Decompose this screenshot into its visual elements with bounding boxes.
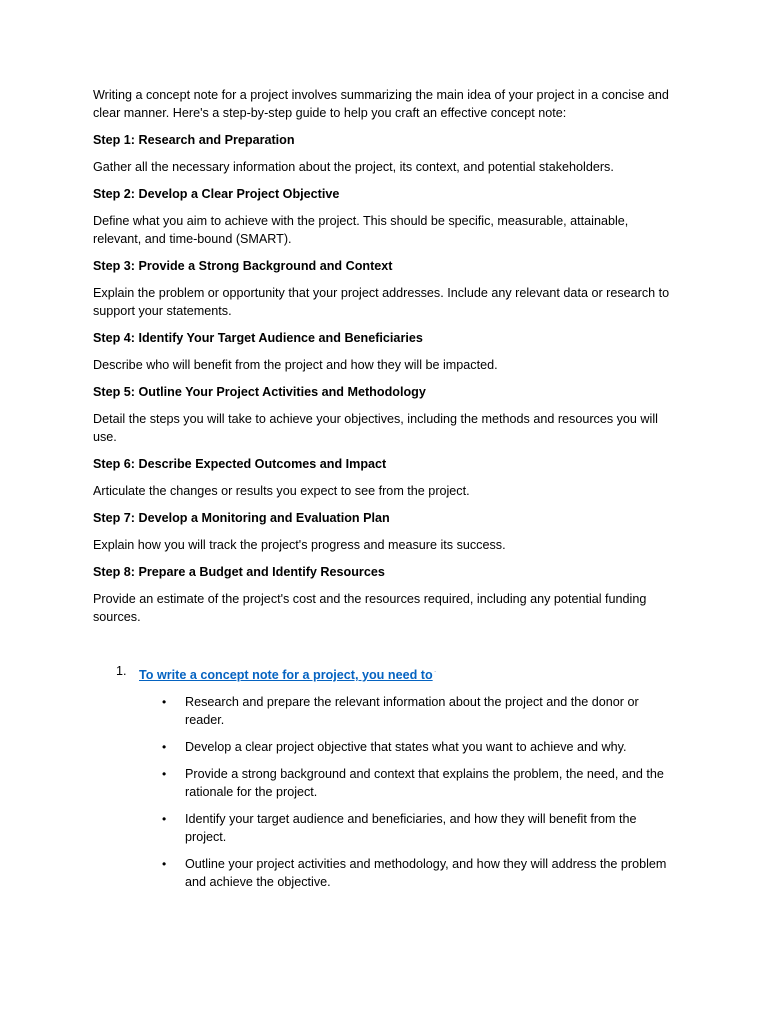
step-7-body: Explain how you will track the project's progress and measure its success. (93, 538, 506, 552)
list-item (93, 738, 678, 756)
bullet-icon: • (162, 857, 167, 872)
bullet-text: Identify your target audience and beneficiaries, and how they will benefit from the project. (185, 812, 637, 845)
step-3-body: Explain the problem or opportunity that your project addresses. Include any relevant data or research to support your statements. (93, 286, 670, 318)
step-8-body: Provide an estimate of the project's cost and the resources required, including any potential funding sources. (93, 592, 647, 624)
list-item (93, 810, 678, 846)
step-3-heading: Step 3: Provide a Strong Background and Context (93, 259, 393, 273)
intro-paragraph: Writing a concept note for a project involves summarizing the main idea of your project in a concise and clear manner. Here's a step-by-step guide to help you craft an effective concept note: (93, 88, 669, 120)
step-8-heading: Step 8: Prepare a Budget and Identify Resources (93, 565, 385, 579)
bullet-text: Research and prepare the relevant information about the project and the donor or reader. (185, 695, 639, 728)
list-item (93, 765, 678, 801)
step-5-heading: Step 5: Outline Your Project Activities and Methodology (93, 385, 426, 399)
link-marker-icon: · (433, 666, 437, 676)
list-item (93, 855, 678, 891)
bullet-icon: • (162, 767, 167, 782)
step-6-body: Articulate the changes or results you expect to see from the project. (93, 484, 470, 498)
bullet-icon: • (162, 740, 167, 755)
step-1-body: Gather all the necessary information about the project, its context, and potential stakeholders. (93, 160, 614, 174)
bullet-text: Provide a strong background and context that explains the problem, the need, and the rationale for the project. (185, 767, 664, 800)
step-6-heading: Step 6: Describe Expected Outcomes and Impact (93, 457, 387, 471)
step-5-body: Detail the steps you will take to achieve your objectives, including the methods and resources you will use. (93, 412, 658, 444)
numbered-list-item (93, 662, 678, 684)
list-item (93, 693, 678, 729)
step-2-heading: Step 2: Develop a Clear Project Objective (93, 187, 340, 201)
bullet-text: Develop a clear project objective that states what you want to achieve and why. (185, 740, 627, 755)
bullet-list (93, 693, 678, 891)
bullet-icon: • (162, 812, 167, 827)
list-number: 1. (116, 664, 127, 678)
bullet-icon: • (162, 695, 167, 710)
concept-note-link[interactable]: To write a concept note for a project, you need to (139, 668, 433, 683)
step-4-body: Describe who will benefit from the project and how they will be impacted. (93, 358, 498, 372)
bullet-text: Outline your project activities and methodology, and how they will address the problem and achieve the objective. (185, 857, 667, 890)
step-1-heading: Step 1: Research and Preparation (93, 133, 295, 147)
step-4-heading: Step 4: Identify Your Target Audience and Beneficiaries (93, 331, 423, 345)
document-page (93, 86, 678, 900)
step-2-body: Define what you aim to achieve with the project. This should be specific, measurable, attainable, relevant, and time-bound (SMART). (93, 214, 629, 246)
blank-line (93, 635, 678, 662)
step-7-heading: Step 7: Develop a Monitoring and Evaluation Plan (93, 511, 390, 525)
